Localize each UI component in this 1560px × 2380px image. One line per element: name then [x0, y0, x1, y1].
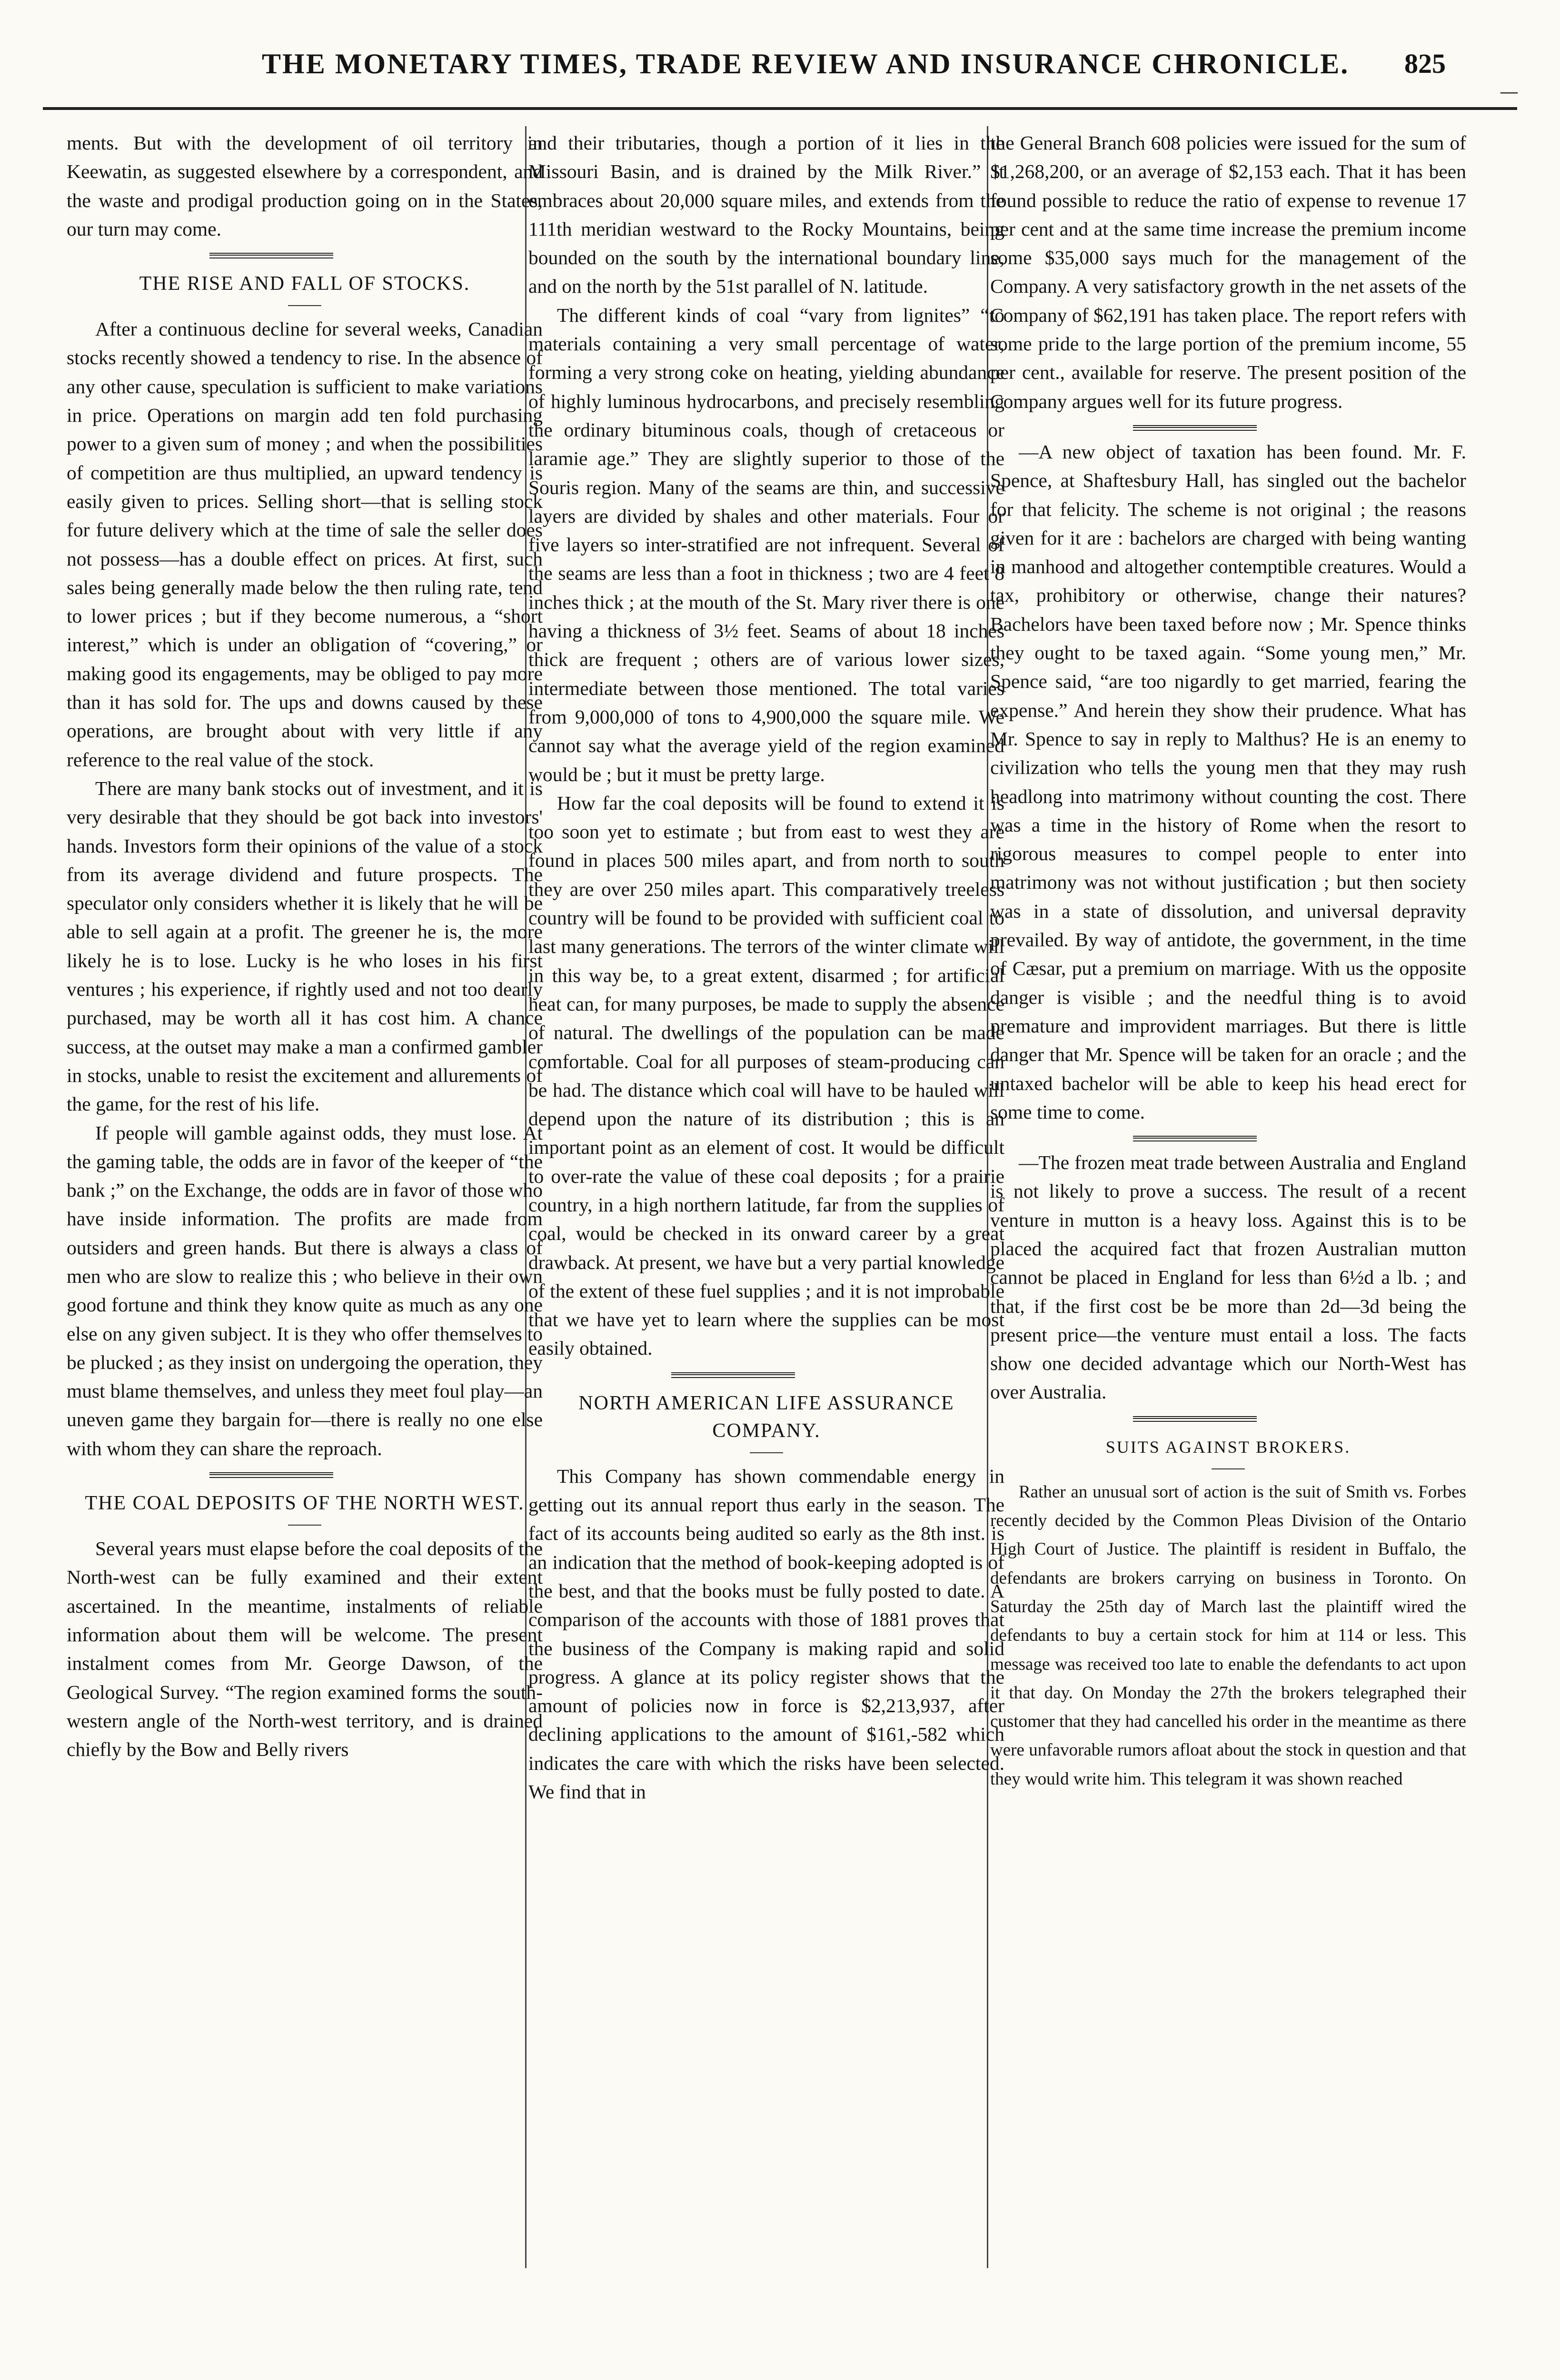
headline-rule	[288, 305, 321, 306]
headline-rule	[750, 1452, 783, 1453]
section-separator	[67, 243, 543, 265]
paragraph: How far the coal deposits will be found to extend it is too soon yet to estimate ; but from east to west they are found in places 500 miles apart, and from north to south they are over 250 miles apart. This comparatively treeless country will be found to be provided with sufficient coal to last many generations. The terrors of the winter climate will in this way be, to a great extent, disarmed ; for artificial heat can, for many purposes, be made to supply the absence of natural. The dwellings of the population can be made comfortable. Coal for all purposes of steam-producing can be had. The distance which coal will have to be hauled will depend upon the nature of its distribution ; this is an important point as an element of cost. It would be difficult to over-rate the value of these coal deposits ; for a prairie country, in a high northern latitude, far from the supplies of coal, would be checked in its onward career by a great drawback. At present, we have but a very partial knowledge of the extent of these fuel supplies ; and it is not improbable that we have yet to learn where the supplies can be most easily obtained.	[528, 792, 1004, 1359]
paragraph: the General Branch 608 policies were issued for the sum of $1,268,200, or an average of $2,153 each. That it has been found possible to reduce the ratio of expense to revenue 17 per cent and at the same time increase the premium income some $35,000 says much for the management of the Company. A very satisfactory growth in the net assets of the Company of $62,191 has taken place. The report refers with some pride to the large portion of the premium income, 55 per cent., available for reserve. The present position of the Company argues well for its future progress.	[990, 132, 1466, 412]
page-header	[43, 48, 1519, 103]
running-title: THE MONETARY TIMES, TRADE REVIEW AND INSURANCE CHRONICLE.	[262, 48, 1350, 79]
column-2	[528, 129, 1004, 2375]
column-3	[990, 129, 1466, 2375]
page-number: 825	[1404, 48, 1446, 79]
section-separator	[528, 1363, 1004, 1385]
paragraph: This Company has shown commendable energy in getting out its annual report thus early in the season. The fact of its accounts being audited so early as the 8th inst. is an indication that the method of book-keeping adopted is of the best, and that the books must be fully posted to date. A comparison of the accounts with those of 1881 proves that the business of the Company is making rapid and solid progress. A glance at its policy register shows that the amount of policies now in force is $2,213,937, after declining applications to the amount of $161,-582 which indicates the care with which the risks have been selected. We find that in	[528, 1465, 1004, 1803]
headline-rule	[288, 1525, 321, 1526]
section-separator	[990, 1126, 1466, 1148]
article-headline: THE RISE AND FALL OF STOCKS.	[139, 273, 470, 295]
paragraph: —The frozen meat trade between Australia and England is not likely to prove a success. The result of a recent venture in mutton is a heavy loss. Against this is to be placed the acquired fact that frozen Australian mutton cannot be placed in England for less than 6½d a lb. ; and that, if the first cost be be more than 2d—3d being the present price—the venture must entail a loss. The facts show one decided advantage which our North-West has over Australia.	[990, 1151, 1466, 1403]
paragraph: There are many bank stocks out of investment, and it is very desirable that they should be got back into investors' hands. Investors form their opinions of the value of a stock from its average dividend and future prospects. The speculator only considers whether it is likely that he will be able to sell again at a profit. The greener he is, the more likely he is to lose. Lucky is he who loses in his first ventures ; his experience, if rightly used and not too dearly purchased, may be worth all it has cost him. A chance success, at the outset may make a man a confirmed gambler in stocks, unable to resist the excitement and allurements of the game, for the rest of his life.	[67, 777, 543, 1115]
paragraph: If people will gamble against odds, they must lose. At the gaming table, the odds are in favor of the keeper of “the bank ;” on the Exchange, the odds are in favor of those who have inside information. The profits are made from outsiders and green hands. But there is always a class of men who are slow to realize this ; who believe in their own good fortune and think they know quite as much as any one else on any given subject. It is they who offer themselves to be plucked ; as they insist on undergoing the operation, they must blame themselves, and unless they meet foul play—an uneven game they bargain for—there is really no one else with whom they can share the reproach.	[67, 1121, 543, 1459]
paragraph: The different kinds of coal “vary from lignites” “to materials containing a very small percentage of water, forming a very strong coke on heating, yielding abundance of highly luminous hydrocarbons, and precisely resembling the ordinary bituminous coals, though of cretaceous or laramie age.” They are slightly superior to those of the Souris region. Many of the seams are thin, and successive layers are divided by shales and other materials. Four or five layers so inter-stratified are not infrequent. Several of the seams are less than a foot in thickness ; two are 4 feet 8 inches thick ; at the mouth of the St. Mary river there is one having a thickness of 3½ feet. Seams of about 18 inches thick are frequent ; others are of various lower sizes, intermediate between those mentioned. The total varies from 9,000,000 of tons to 4,900,000 the square mile. We cannot say what the average yield of the region examined would be ; but it must be pretty large.	[528, 304, 1004, 785]
article-headline: NORTH AMERICAN LIFE ASSURANCE COMPANY.	[578, 1392, 954, 1442]
section-separator	[67, 1463, 543, 1485]
section-separator	[990, 416, 1466, 437]
article-headline: THE COAL DEPOSITS OF THE NORTH WEST.	[85, 1492, 525, 1515]
headline-rule	[1212, 1468, 1245, 1469]
paragraph: and their tributaries, though a portion of it lies in the Missouri Basin, and is drained by the Milk River.” It embraces about 20,000 square miles, and extends from the 111th meridian westward to the Rocky Mountains, being bounded on the south by the international boundary line, and on the north by the 51st parallel of N. latitude.	[528, 132, 1004, 298]
section-separator	[990, 1407, 1466, 1428]
article-headline: SUITS AGAINST BROKERS.	[1105, 1437, 1351, 1457]
paragraph: After a continuous decline for several weeks, Canadian stocks recently showed a tendency to rise. In the absence of any other cause, speculation is sufficient to make variations in price. Operations on margin add ten fold purchasing power to a given sum of money ; and when the possibilities of competition are thus multiplied, an upward tendency is easily given to prices. Selling short—that is selling stock for future delivery which at the time of sale the seller does not possess—has a double effect on prices. At first, such sales being generally made below the then ruling rate, tend to lower prices ; but if they become numerous, a “short interest,” which is under an obligation of “covering,” or making good its engagements, may be obliged to pay more than it has sold for. The ups and downs caused by these operations, are brought about with very little if any reference to the real value of the stock.	[67, 318, 543, 771]
column-1	[67, 129, 543, 2375]
paragraph: ments. But with the development of oil territory in Keewatin, as suggested elsewhere by a correspondent, and the waste and prodigal production going on in the States, our turn may come.	[67, 132, 543, 240]
paragraph: Rather an unusual sort of action is the suit of Smith vs. Forbes recently decided by the Common Pleas Division of the Ontario High Court of Justice. The plaintiff is resident in Buffalo, the defendants are brokers carrying on business in Toronto. On Saturday the 25th day of March last the plaintiff wired the defendants to buy a certain stock for him at 114 or less. This message was received too late to enable the defendants to act upon it that day. On Monday the 27th the brokers telegraphed their customer that they had cancelled his order in the meantime as there were unfavorable rumors afloat about the stock in question and that they would write him. This telegram it was shown reached	[990, 1482, 1466, 1789]
header-rule	[43, 107, 1517, 110]
paragraph: Several years must elapse before the coal deposits of the North-west can be fully examined and their extent ascertained. In the meantime, instalments of reliable information about them will be welcome. The present instalment comes from Mr. George Dawson, of the Geological Survey. “The region examined forms the south-western angle of the North-west territory, and is drained chiefly by the Bow and Belly rivers	[67, 1537, 543, 1761]
paragraph: —A new object of taxation has been found. Mr. F. Spence, at Shaftesbury Hall, has singled out the bachelor for that felicity. The scheme is not original ; the reasons given for it are : bachelors are charged with being wanting in manhood and altogether contemptible creatures. Would a tax, prohibitory or otherwise, change their natures? Bachelors have been taxed before now ; Mr. Spence thinks they ought to be taxed again. “Some young men,” Mr. Spence said, “are too nigardly to get married, fearing the expense.” And herein they show their prudence. What has Mr. Spence to say in reply to Malthus? He is an enemy to civilization who tells the young men that they may rush headlong into matrimony without counting the cost. There was a time in the history of Rome when the resort to rigorous measures to compel people to enter into matrimony was not without justification ; but then society was in a state of dissolution, and universal depravity prevailed. By way of antidote, the government, in the time of Cæsar, put a premium on marriage. With us the opposite danger is visible ; and the needful thing is to avoid premature and improvident marriages. But there is little danger that Mr. Spence will be taken for an oracle ; and the untaxed bachelor will be able to keep his head erect for some time to come.	[990, 440, 1466, 1123]
margin-mark: —	[1500, 81, 1519, 103]
